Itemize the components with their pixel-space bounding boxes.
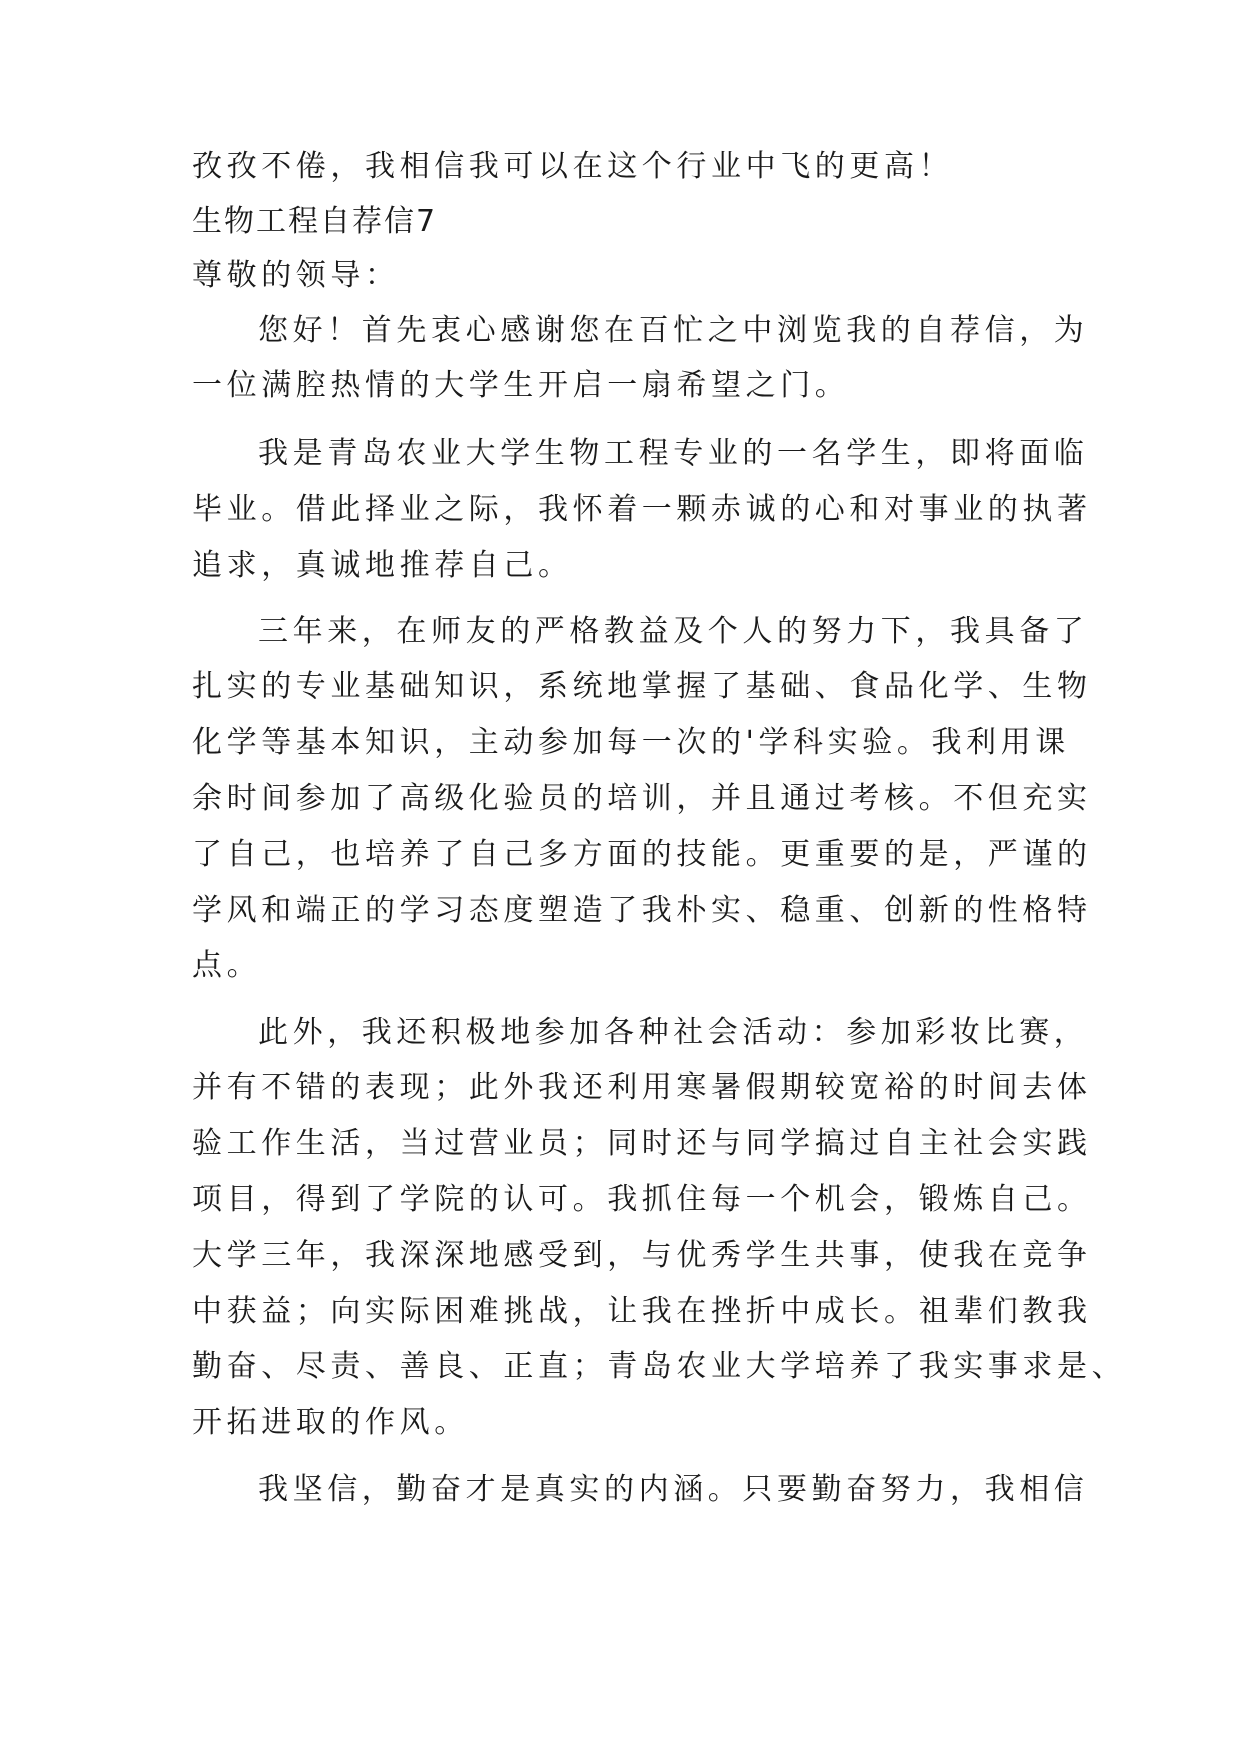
text-line: 追求，真诚地推荐自己。: [192, 548, 573, 583]
text-line: 开拓进取的作风。: [192, 1405, 469, 1440]
paragraph-start: 此外，我还积极地参加各种社会活动：参加彩妆比赛，: [258, 1015, 1089, 1050]
text-line: 扎实的专业基础知识，系统地掌握了基础、食品化学、生物: [192, 669, 1092, 704]
letter-heading: 生物工程自荐信7: [192, 204, 438, 239]
text-line: 学风和端正的学习态度塑造了我朴实、稳重、创新的性格特: [192, 893, 1092, 928]
salutation: 尊敬的领导：: [192, 258, 400, 293]
text-line: 一位满腔热情的大学生开启一扇希望之门。: [192, 368, 850, 403]
text-line: 项目，得到了学院的认可。我抓住每一个机会，锻炼自己。: [192, 1182, 1092, 1217]
text-line: 点。: [192, 948, 262, 983]
paragraph-start: 我坚信，勤奋才是真实的内涵。只要勤奋努力，我相信: [258, 1472, 1089, 1507]
paragraph-start: 您好！首先衷心感谢您在百忙之中浏览我的自荐信，为: [258, 313, 1089, 348]
text-line: 了自己，也培养了自己多方面的技能。更重要的是，严谨的: [192, 837, 1092, 872]
text-line: 勤奋、尽责、善良、正直；青岛农业大学培养了我实事求是、: [192, 1349, 1127, 1384]
text-line: 并有不错的表现；此外我还利用寒暑假期较宽裕的时间去体: [192, 1070, 1092, 1105]
text-line: 孜孜不倦，我相信我可以在这个行业中飞的更高！: [192, 149, 954, 184]
text-line: 验工作生活，当过营业员；同时还与同学搞过自主社会实践: [192, 1126, 1092, 1161]
text-line: 大学三年，我深深地感受到，与优秀学生共事，使我在竞争: [192, 1238, 1092, 1273]
text-line: 化学等基本知识，主动参加每一次的'学科实验。我利用课: [192, 725, 1070, 760]
paragraph-start: 我是青岛农业大学生物工程专业的一名学生，即将面临: [258, 436, 1089, 471]
text-line: 毕业。借此择业之际，我怀着一颗赤诚的心和对事业的执著: [192, 492, 1092, 527]
text-line: 余时间参加了高级化验员的培训，并且通过考核。不但充实: [192, 781, 1092, 816]
paragraph-start: 三年来，在师友的严格教益及个人的努力下，我具备了: [258, 614, 1089, 649]
text-line: 中获益；向实际困难挑战，让我在挫折中成长。祖辈们教我: [192, 1294, 1092, 1329]
